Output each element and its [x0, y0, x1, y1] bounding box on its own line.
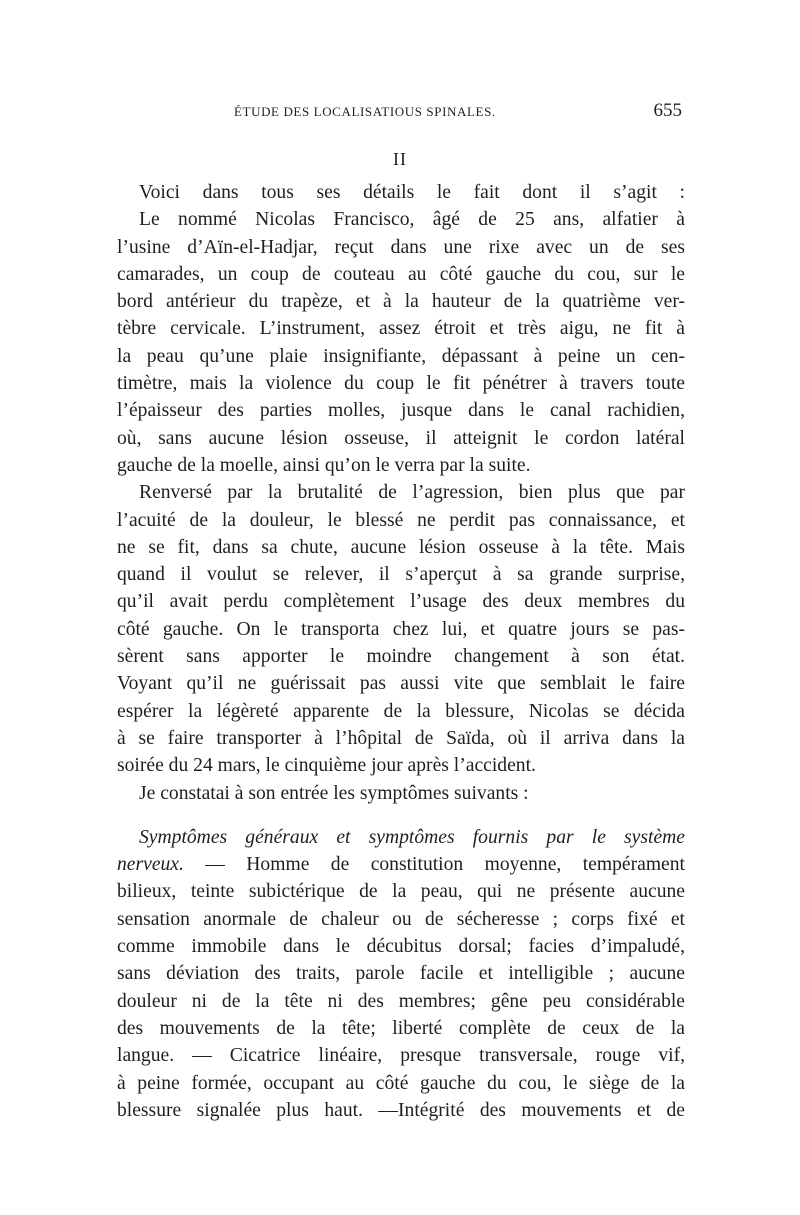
running-title: ÉTUDE DES LOCALISATIOUS SPINALES.: [234, 104, 496, 119]
text-line: où, sans aucune lésion osseuse, il atteignit le cordon latéral: [117, 427, 685, 449]
text-line: camarades, un coup de couteau au côté gauche du cou, sur le: [117, 263, 685, 285]
text-line: à peine formée, occupant au côté gauche du cou, le siège de la: [117, 1072, 685, 1094]
text-line: gauche de la moelle, ainsi qu’on le verra par la suite.: [117, 454, 531, 476]
text-line: bord antérieur du trapèze, et à la hauteur de la quatrième ver-: [117, 291, 685, 313]
text-line: Renversé par la brutalité de l’agression, bien plus que par: [139, 482, 685, 504]
text-line: l’épaisseur des parties molles, jusque dans le canal rachidien,: [117, 400, 685, 422]
text-line: bilieux, teinte subictérique de la peau, qui ne présente aucune: [117, 881, 685, 903]
text-line: qu’il avait perdu complètement l’usage des deux membres du: [117, 591, 685, 613]
page-number: 655: [653, 100, 682, 121]
text-line: sensation anormale de chaleur ou de sécheresse ; corps fixé et: [117, 908, 685, 930]
symptoms-heading-line: [117, 824, 685, 851]
symptoms-line-rest: — Homme de constitution moyenne, tempérament: [183, 854, 685, 876]
text-line: douleur ni de la tête ni des membres; gêne peu considérable: [117, 990, 685, 1012]
text-line: Le nommé Nicolas Francisco, âgé de 25 ans, alfatier à: [139, 209, 685, 231]
text-line: soirée du 24 mars, le cinquième jour après l’accident.: [117, 755, 536, 777]
section-number: II: [393, 149, 407, 169]
text-line: des mouvements de la tête; liberté complète de ceux de la: [117, 1017, 685, 1039]
text-line: Voyant qu’il ne guérissait pas aussi vite que semblait le faire: [117, 673, 685, 695]
text-line: espérer la légèreté apparente de la blessure, Nicolas se décida: [117, 700, 685, 722]
text-line: timètre, mais la violence du coup le fit pénétrer à travers toute: [117, 373, 685, 395]
symptoms-heading-italic-end: nerveux.: [117, 854, 184, 876]
text-line: sèrent sans apporter le moindre changement à son état.: [117, 646, 685, 668]
text-line: l’usine d’Aïn-el-Hadjar, reçut dans une rixe avec un de ses: [117, 236, 685, 258]
symptoms-heading-italic: Symptômes généraux et symptômes fournis par le système: [139, 826, 685, 848]
body-text: [117, 179, 685, 1124]
text-line: comme immobile dans le décubitus dorsal; facies d’impaludé,: [117, 936, 685, 958]
text-line: Je constatai à son entrée les symptômes suivants :: [139, 782, 529, 804]
text-line: ne se fit, dans sa chute, aucune lésion osseuse à la tête. Mais: [117, 536, 685, 558]
text-line: blessure signalée plus haut. —Intégrité des mouvements et de: [117, 1099, 685, 1121]
text-line: côté gauche. On le transporta chez lui, et quatre jours se pas-: [117, 618, 685, 640]
text-line: à se faire transporter à l’hôpital de Saïda, où il arriva dans la: [117, 727, 685, 749]
text-line: quand il voulut se relever, il s’aperçut à sa grande surprise,: [117, 564, 685, 586]
text-line: l’acuité de la douleur, le blessé ne perdit pas connaissance, et: [117, 509, 685, 531]
page-header: [116, 100, 682, 124]
text-line: Voici dans tous ses détails le fait dont il s’agit :: [139, 182, 685, 203]
text-line: la peau qu’une plaie insignifiante, dépassant à peine un cen-: [117, 345, 685, 367]
text-line: langue. — Cicatrice linéaire, presque transversale, rouge vif,: [117, 1045, 685, 1067]
text-line: tèbre cervicale. L’instrument, assez étroit et très aigu, ne fit à: [117, 318, 685, 340]
text-line: [117, 851, 685, 878]
text-line: sans déviation des traits, parole facile et intelligible ; aucune: [117, 963, 685, 985]
